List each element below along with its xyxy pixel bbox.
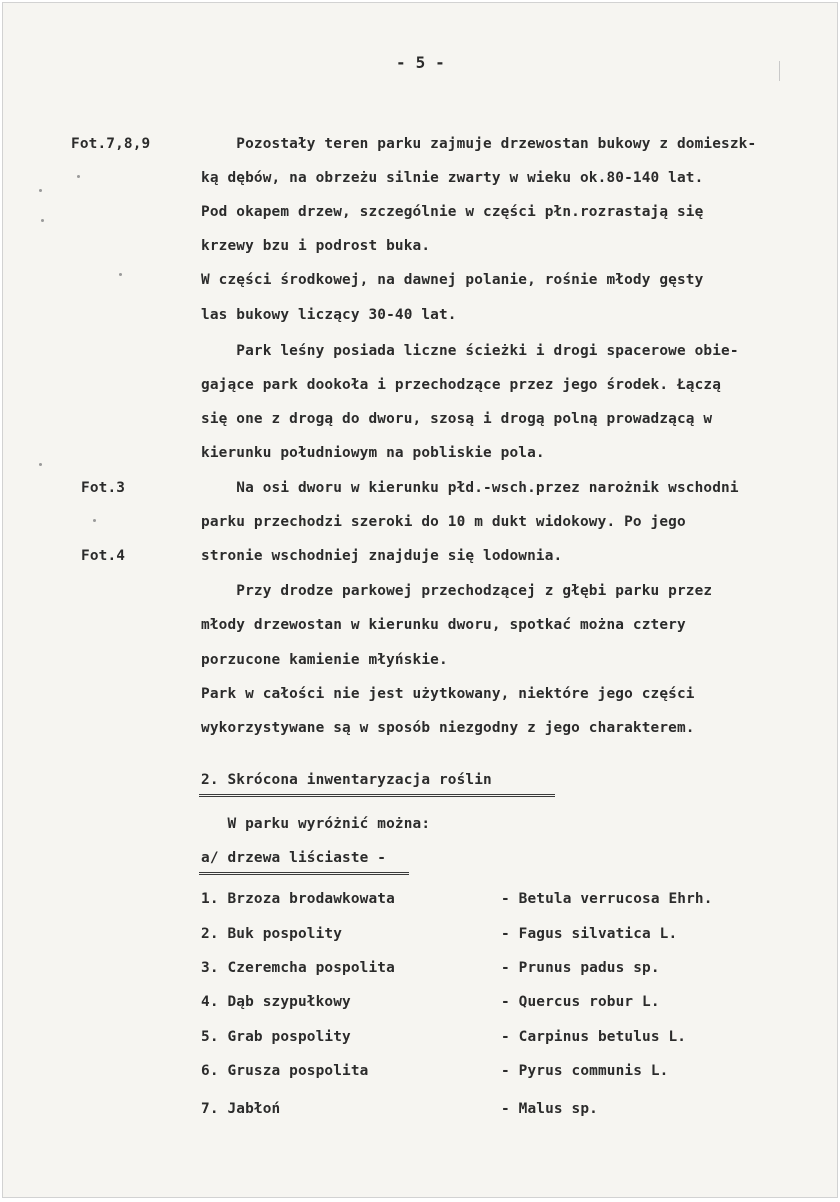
margin-speck [93, 519, 96, 522]
species-latin-name: - Quercus robur L. [501, 994, 660, 1010]
body-line: kierunku południowym na pobliskie pola. [201, 445, 545, 461]
species-polish-name: 5. Grab pospolity [201, 1029, 351, 1045]
species-polish-name: 3. Czeremcha pospolita [201, 960, 395, 976]
body-line: gające park dookoła i przechodzące przez jego środek. Łączą [201, 377, 722, 393]
body-line: się one z drogą do dworu, szosą i drogą polną prowadzącą w [201, 411, 713, 427]
species-latin-name: - Betula verrucosa Ehrh. [501, 891, 713, 907]
body-line: porzucone kamienie młyńskie. [201, 652, 448, 668]
subheading-underline [199, 872, 409, 875]
body-line: stronie wschodniej znajduje się lodownia. [201, 548, 563, 564]
margin-note-photo-4: Fot.4 [81, 548, 126, 564]
body-line: wykorzystywane są w sposób niezgodny z jego charakterem. [201, 720, 695, 736]
species-polish-name: 1. Brzoza brodawkowata [201, 891, 395, 907]
species-polish-name: 2. Buk pospolity [201, 926, 343, 942]
species-latin-name: - Pyrus communis L. [501, 1063, 669, 1079]
body-line: Na osi dworu w kierunku płd.-wsch.przez narożnik wschodni [201, 480, 739, 496]
body-line: krzewy bzu i podrost buka. [201, 238, 431, 254]
page-number: - 5 - [396, 53, 445, 72]
body-line: Park w całości nie jest użytkowany, niektóre jego części [201, 686, 695, 702]
species-latin-name: - Carpinus betulus L. [501, 1029, 687, 1045]
species-latin-name: - Prunus padus sp. [501, 960, 660, 976]
subheading: a/ drzewa liściaste - [201, 850, 387, 866]
body-line: parku przechodzi szeroki do 10 m dukt widokowy. Po jego [201, 514, 686, 530]
margin-speck [39, 189, 42, 192]
body-line: ką dębów, na obrzeżu silnie zwarty w wieku ok.80-140 lat. [201, 170, 704, 186]
body-line: las bukowy liczący 30-40 lat. [201, 307, 457, 323]
body-line: Pozostały teren parku zajmuje drzewostan bukowy z domieszk- [201, 136, 757, 152]
species-latin-name: - Fagus silvatica L. [501, 926, 678, 942]
body-line: młody drzewostan w kierunku dworu, spotkać można cztery [201, 617, 686, 633]
section-heading: 2. Skrócona inwentaryzacja roślin [201, 772, 492, 788]
margin-speck [77, 175, 80, 178]
margin-speck [39, 463, 42, 466]
margin-speck [119, 273, 122, 276]
section-heading-underline [199, 794, 555, 797]
body-line: Przy drodze parkowej przechodzącej z głębi parku przez [201, 583, 713, 599]
intro-line: W parku wyróżnić można: [201, 816, 431, 832]
body-line: Pod okapem drzew, szczególnie w części płn.rozrastają się [201, 204, 704, 220]
margin-note-photo-7-8-9: Fot.7,8,9 [71, 136, 151, 152]
margin-speck [41, 219, 44, 222]
species-polish-name: 7. Jabłoń [201, 1101, 281, 1117]
body-line: W części środkowej, na dawnej polanie, rośnie młody gęsty [201, 272, 704, 288]
species-polish-name: 4. Dąb szypułkowy [201, 994, 351, 1010]
species-polish-name: 6. Grusza pospolita [201, 1063, 369, 1079]
edge-mark [779, 61, 780, 81]
margin-note-photo-3: Fot.3 [81, 480, 126, 496]
species-latin-name: - Malus sp. [501, 1101, 598, 1117]
document-page [2, 2, 838, 1198]
body-line: Park leśny posiada liczne ścieżki i drogi spacerowe obie- [201, 343, 739, 359]
